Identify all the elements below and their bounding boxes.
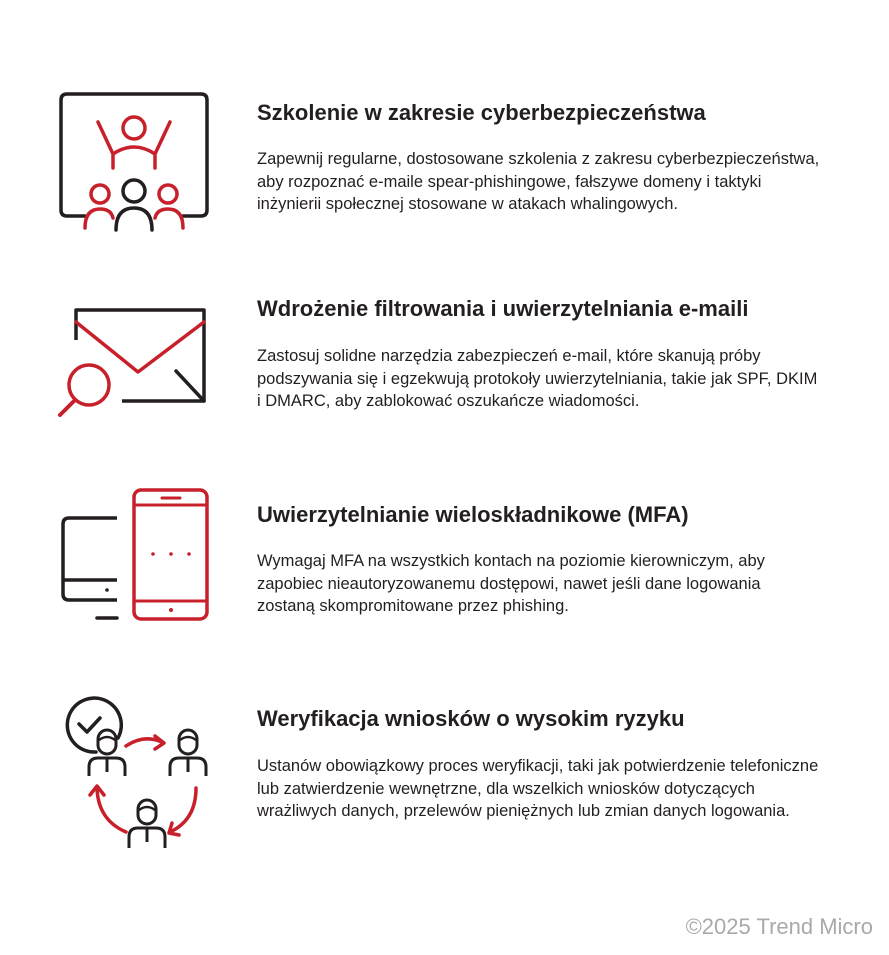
item-title: Wdrożenie filtrowania i uwierzytelniania e-maili (257, 296, 749, 321)
envelope-magnifier-icon (52, 300, 212, 425)
item-description: Ustanów obowiązkowy proces weryfikacji, taki jak potwierdzenie telefoniczne lub zatwierdzenie wewnętrzne, dla wszelkich wniosków dotyczących wrażliwych danych, przelewów pieniężnych lub zmian danych logowania. (257, 757, 819, 820)
computer-phone-icon (55, 485, 215, 625)
item-description: Zapewnij regularne, dostosowane szkolenia z zakresu cyberbezpieczeństwa, aby rozpoznać e-maile spear-phishingowe, fałszywe domeny i taktyki inżynierii społecznej stosowane w atakach whalingowych. (257, 150, 820, 213)
copyright: ©2025 Trend Micro (685, 914, 873, 939)
item-description: Zastosuj solidne narzędzia zabezpieczeń e-mail, które skanują próby podszywania się i egzekwują protokoły uwierzytelniania, takie jak SPF, DKIM i DMARC, aby zablokować oszukańcze wiadomości. (257, 347, 818, 410)
item-title: Weryfikacja wniosków o wysokim ryzyku (257, 706, 685, 731)
training-audience-icon (55, 88, 215, 238)
item-title: Szkolenie w zakresie cyberbezpieczeństwa (257, 100, 706, 125)
item-title: Uwierzytelnianie wieloskładnikowe (MFA) (257, 502, 689, 527)
verification-cycle-icon (58, 692, 218, 852)
item-description: Wymagaj MFA na wszystkich kontach na poziomie kierowniczym, aby zapobiec nieautoryzowanemu dostępowi, nawet jeśli dane logowania zostaną skompromitowane przez phishing. (257, 552, 765, 615)
